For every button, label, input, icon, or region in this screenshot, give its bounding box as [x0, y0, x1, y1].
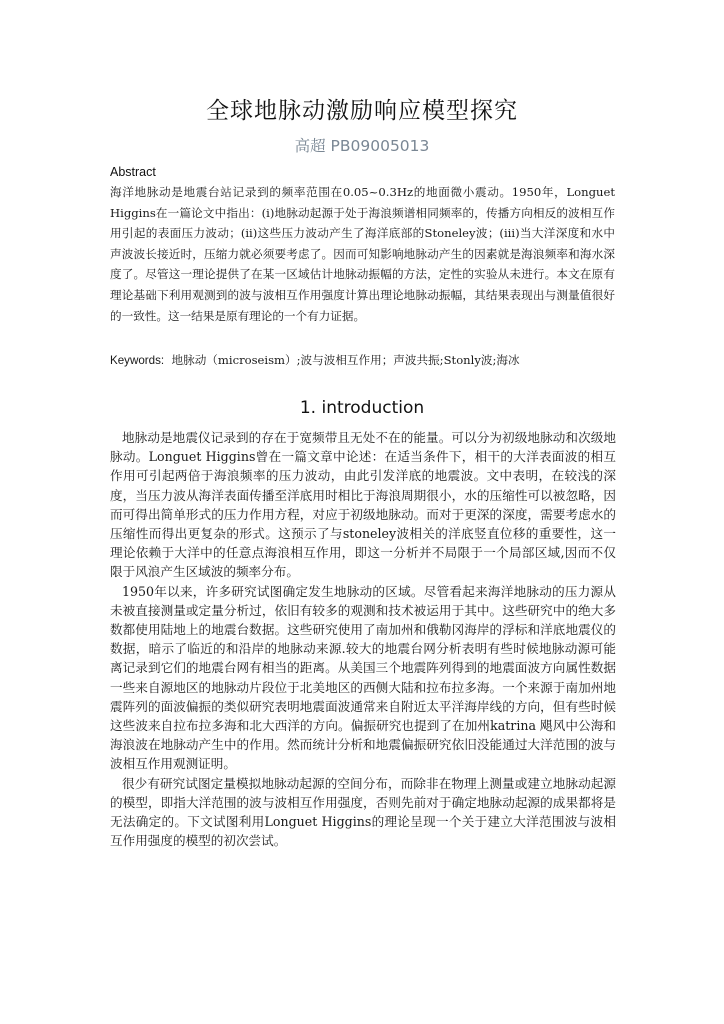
- section-heading: 1. introduction: [299, 398, 425, 418]
- body-paragraph: 地脉动是地震仪记录到的存在于宽频带且无处不在的能量。可以分为初级地脉动和次级地脉动。Longuet Higgins曾在一篇文章中论述：在适当条件下，相干的大洋表面波的相互作用可引起两倍于海浪频率的压力波动，由此引发洋底的地震波。文中表明，在较浅的深度，当压力波从海洋表面传播至洋底用时相比于海浪周期很小，水的压缩性可以被忽略，因而可得出简单形式的压力作用方程，对应于初级地脉动。而对于更深的深度，需要考虑水的压缩性而得出更复杂的形式。这预示了与stoneley波相关的洋底竖直位移的重要性，这一理论依赖于大洋中的任意点海浪相互作用，即这一分析并不局限于一个局部区域,因而不仅限于风浪产生区域波的频率分布。: [110, 430, 616, 580]
- abstract-text: 海洋地脉动是地震台站记录到的频率范围在0.05~0.3Hz的地面微小震动。1950年，Longuet Higgins在一篇论文中指出：(i)地脉动起源于处于海浪频谱相同频率的，传播方向相反的波相互作用引起的表面压力波动；(ii)这些压力波动产生了海洋底部的Stoneley波；(iii)当大洋深度和水中声波波长接近时，压缩力就必须要考虑了。因而可知影响地脉动产生的因素就是海浪频率和海水深度了。尽管这一理论提供了在某一区域估计地脉动振幅的方法，定性的实验从未进行。本文在原有理论基础下利用观测到的波与波相互作用强度计算出理论地脉动振幅，其结果表现出与测量值很好的一致性。这一结果是原有理论的一个有力证据。: [110, 185, 615, 323]
- abstract-label: Abstract: [110, 165, 156, 179]
- keywords: [110, 350, 615, 371]
- keywords-label: Keywords:: [110, 354, 165, 367]
- author-line: 高超 PB09005013: [294, 137, 430, 155]
- page-title: 全球地脉动激励响应模型探究: [206, 98, 518, 124]
- body-paragraph: 1950年以来，许多研究试图确定发生地脉动的区域。尽管看起来海洋地脉动的压力源从未被直接测量或定量分析过，依旧有较多的观测和技术被运用于其中。这些研究中的绝大多数都使用陆地上的地震台数据。这些研究使用了南加州和俄勒冈海岸的浮标和洋底地震仪的数据，暗示了临近的和沿岸的地脉动来源.较大的地震台网分析表明有些时候地脉动源可能离记录到它们的地震台网有相当的距离。从美国三个地震阵列得到的地震面波方向属性数据一些来自源地区的地脉动片段位于北美地区的西侧大陆和拉布拉多海。一个来源于南加州地震阵列的面波偏振的类似研究表明地震面波通常来自附近太平洋海岸线的方向，但有些时候这些波来自拉布拉多海和北大西洋的方向。偏振研究也提到了在加州katrina 飓风中公海和海浪波在地脉动产生中的作用。然而统计分析和地震偏振研究依旧没能通过大洋范围的波与波相互作用观测证明。: [110, 583, 616, 772]
- section-body: [110, 428, 616, 850]
- body-paragraph: 很少有研究试图定量模拟地脉动起源的空间分布，而除非在物理上测量或建立地脉动起源的模型，即指大洋范围的波与波相互作用强度，否则先前对于确定地脉动起源的成果都将是无法确定的。下文试图利用Longuet Higgins的理论呈现一个关于建立大洋范围波与波相互作用强度的模型的初次尝试。: [110, 775, 616, 849]
- keywords-text: 地脉动（microseism）;波与波相互作用；声波共振;Stonly波;海冰: [171, 353, 520, 367]
